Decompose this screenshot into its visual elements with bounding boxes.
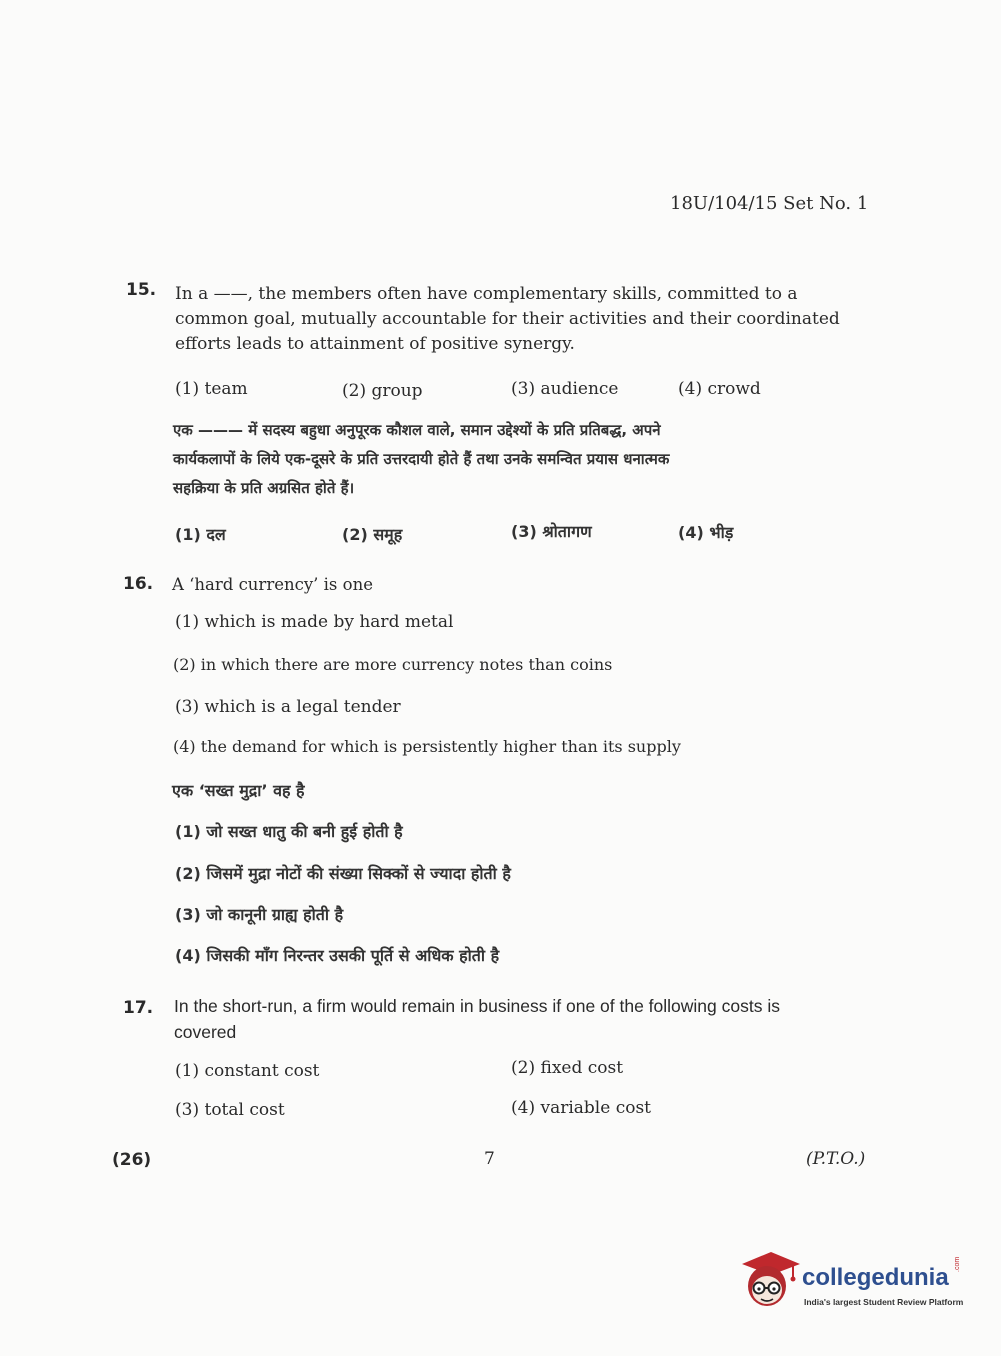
option: (2) group bbox=[342, 381, 423, 401]
hindi-option: (2) जिसमें मुद्रा नोटों की संख्या सिक्कों से ज्यादा होती है bbox=[175, 864, 511, 883]
question-text: A ‘hard currency’ is one bbox=[172, 575, 373, 594]
hindi-question-text: एक ‘सख्त मुद्रा’ वह है bbox=[172, 781, 305, 800]
hindi-option: (4) जिसकी माँग निरन्तर उसकी पूर्ति से अधिक होती है bbox=[175, 946, 500, 965]
hindi-option: (2) समूह bbox=[342, 525, 403, 544]
option: (3) audience bbox=[511, 379, 619, 399]
hindi-option: (1) जो सख्त धातु की बनी हुई होती है bbox=[175, 822, 403, 841]
page-number: 7 bbox=[484, 1149, 495, 1169]
hindi-option: (3) जो कानूनी ग्राह्य होती है bbox=[175, 905, 344, 924]
question-text-line: common goal, mutually accountable for their activities and their coordinated bbox=[175, 309, 840, 329]
option: (4) variable cost bbox=[511, 1098, 652, 1118]
hindi-option: (1) दल bbox=[175, 525, 226, 544]
option: (3) which is a legal tender bbox=[175, 697, 401, 717]
option: (3) total cost bbox=[175, 1100, 285, 1120]
option: (1) team bbox=[175, 379, 248, 399]
hindi-text-line: कार्यकलापों के लिये एक-दूसरे के प्रति उत्तरदायी होते हैं तथा उनके समन्वित प्रयास धनात्मक bbox=[173, 450, 670, 468]
hindi-option: (4) भीड़ bbox=[678, 523, 734, 542]
question-number: 17. bbox=[123, 998, 154, 1018]
option: (4) the demand for which is persistently higher than its supply bbox=[173, 737, 681, 756]
question-text-line: In the short-run, a firm would remain in business if one of the following costs is bbox=[174, 996, 780, 1016]
brand-tagline: India's largest Student Review Platform bbox=[804, 1297, 964, 1307]
hindi-text-line: एक ——— में सदस्य बहुधा अनुपूरक कौशल वाले, समान उद्देश्यों के प्रति प्रतिबद्ध, अपने bbox=[173, 421, 661, 439]
question-number: 15. bbox=[126, 280, 157, 300]
question-number: 16. bbox=[123, 574, 154, 594]
brand-name: collegedunia bbox=[802, 1264, 949, 1291]
paper-code: 18U/104/15 Set No. 1 bbox=[670, 193, 869, 214]
option: (4) crowd bbox=[678, 379, 761, 399]
question-text-line: In a ——, the members often have complementary skills, committed to a bbox=[175, 284, 798, 304]
brand-suffix: .com bbox=[954, 1256, 961, 1272]
option: (2) in which there are more currency notes than coins bbox=[173, 655, 613, 674]
option: (2) fixed cost bbox=[511, 1058, 624, 1078]
question-text-line: covered bbox=[174, 1022, 237, 1042]
hindi-text-line: सहक्रिया के प्रति अग्रसित होते हैं। bbox=[173, 479, 355, 497]
option: (1) which is made by hard metal bbox=[175, 612, 454, 632]
option: (1) constant cost bbox=[175, 1061, 320, 1081]
page-code: (26) bbox=[112, 1150, 152, 1170]
hindi-option: (3) श्रोतागण bbox=[511, 522, 592, 541]
mascot-icon bbox=[740, 1248, 802, 1310]
pto-label: (P.T.O.) bbox=[806, 1149, 866, 1169]
question-text-line: efforts leads to attainment of positive synergy. bbox=[175, 334, 575, 354]
